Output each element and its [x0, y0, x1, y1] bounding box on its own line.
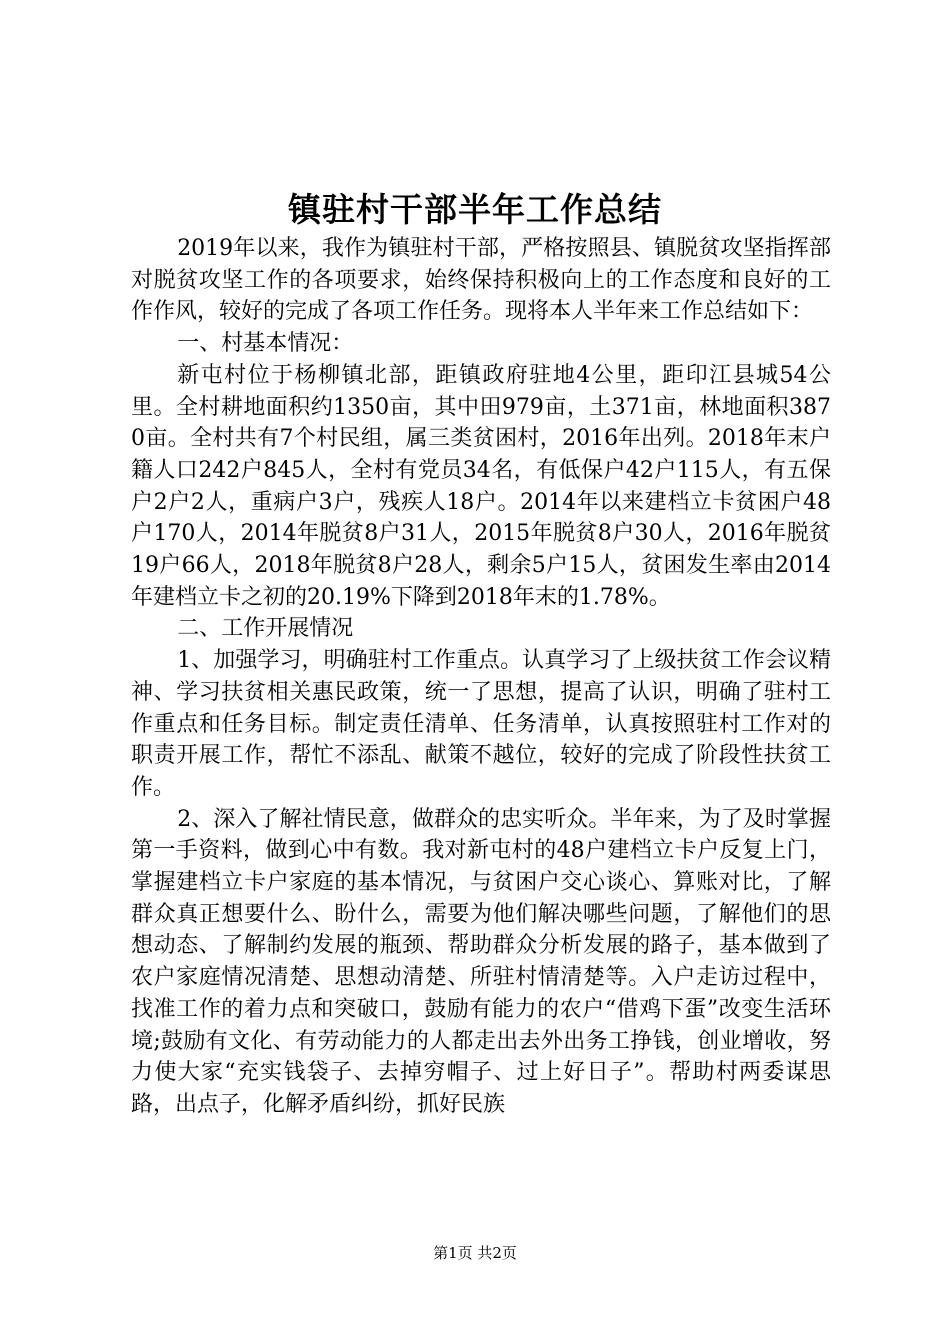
paragraph-study: 1、加强学习，明确驻村工作重点。认真学习了上级扶贫工作会议精神、学习扶贫相关惠民政策，统一了思想，提高了认识，明确了驻村工作重点和任务目标。制定责任清单、任务清单，认真按照驻村工作对的职责开展工作，帮忙不添乱、献策不越位，较好的完成了阶段性扶贫工作。: [131, 648, 831, 800]
paragraph-public-sentiment: 2、深入了解社情民意，做群众的忠实听众。半年来，为了及时掌握第一手资料，做到心中有数。我对新屯村的48户建档立卡户反复上门，掌握建档立卡户家庭的基本情况，与贫困户交心谈心、算账对比，了解群众真正想要什么、盼什么，需要为他们解决哪些问题，了解他们的思想动态、了解制约发展的瓶颈、帮助群众分析发展的路子，基本做到了农户家庭情况清楚、思想动清楚、所驻村情清楚等。入户走访过程中，找准工作的着力点和突破口，鼓励有能力的农户“借鸡下蛋”改变生活环境;鼓励有文化、有劳动能力的人都走出去外出务工挣钱，创业增收，努力使大家“充实钱袋子、去掉穷帽子、过上好日子”。帮助村两委谋思路，出点子，化解矛盾纠纷，抓好民族: [131, 806, 831, 1117]
document-body: [131, 233, 831, 1121]
section-heading-village-basics: 一、村基本情况：: [177, 331, 354, 357]
page-footer: 第1页 共2页: [433, 1244, 517, 1262]
paragraph-village-basics: 新屯村位于杨柳镇北部，距镇政府驻地4公里，距印江县城54公里。全村耕地面积约1350亩，其中田979亩，土371亩，林地面积3870亩。全村共有7个村民组，属三类贫困村，2016年出列。2018年末户籍人口242户845人，全村有党员34名，有低保户42户115人，有五保户2户2人，重病户3户，残疾人18户。2014年以来建档立卡贫困户48户170人，2014年脱贫8户31人，2015年脱贫8户30人，2016年脱贫19户66人，2018年脱贫8户28人，剩余5户15人，贫困发生率由2014年建档立卡之初的20.19%下降到2018年末的1.78%。: [131, 362, 831, 610]
section-heading-work-progress: 二、工作开展情况: [177, 616, 354, 642]
document-title: 镇驻村干部半年工作总结: [288, 190, 662, 229]
paragraph-intro: 2019年以来，我作为镇驻村干部，严格按照县、镇脱贫攻坚指挥部对脱贫攻坚工作的各项要求，始终保持积极向上的工作态度和良好的工作作风，较好的完成了各项工作任务。现将本人半年来工作总结如下：: [131, 236, 831, 325]
